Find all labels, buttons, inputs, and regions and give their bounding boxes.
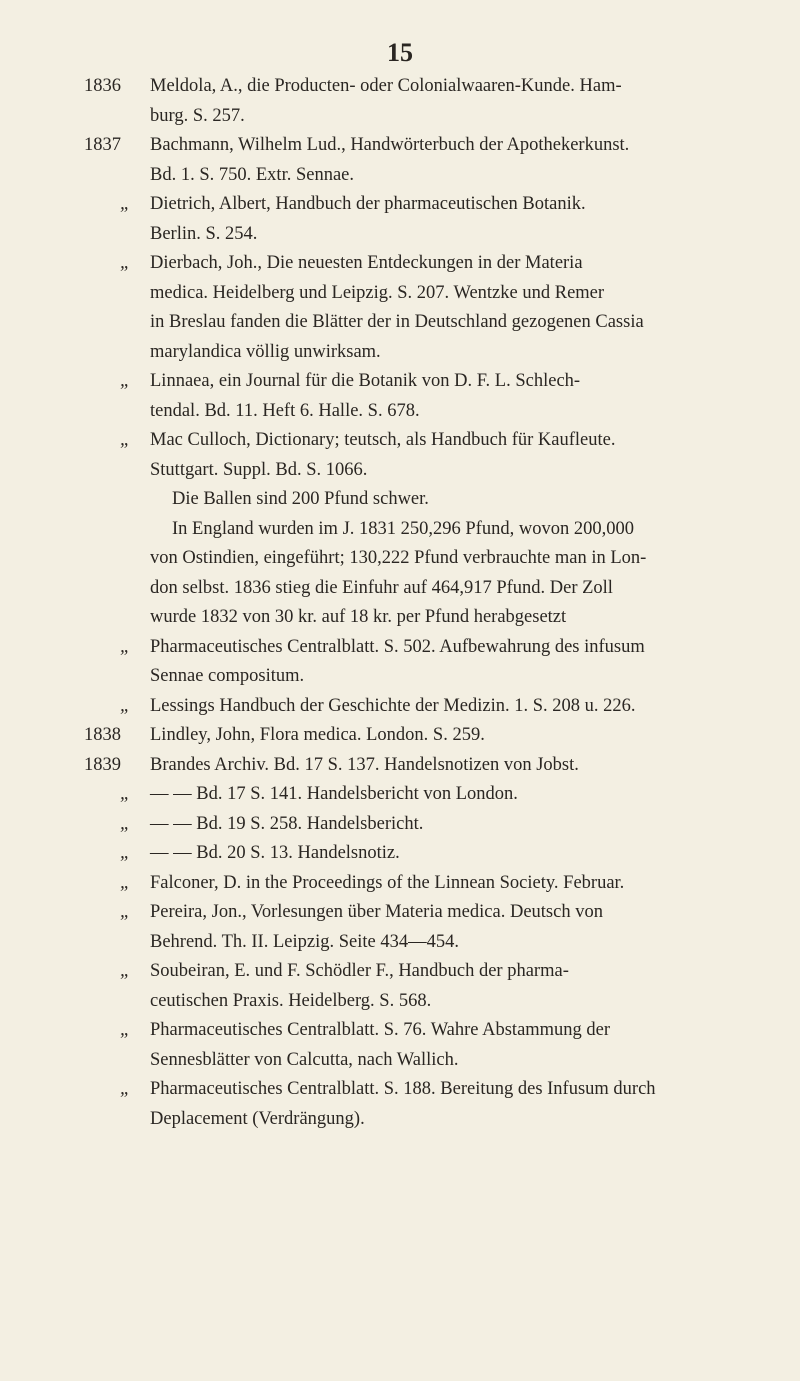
bibliography-entry — [0, 367, 800, 426]
entry-year: 1838 — [84, 725, 121, 745]
entry-year: „ — [120, 1079, 131, 1099]
bibliography-entry — [0, 839, 800, 869]
entry-year: „ — [120, 371, 131, 391]
entry-line: Meldola, A., die Producten- oder Colonialwaaren-Kunde. Ham- — [150, 76, 622, 96]
entry-text — [150, 810, 730, 840]
entry-text — [150, 839, 730, 869]
entry-text — [150, 367, 730, 426]
entry-line: Die Ballen sind 200 Pfund schwer. — [172, 489, 429, 509]
bibliography-entry — [0, 131, 800, 190]
bibliography-entry — [0, 633, 800, 692]
entry-year: „ — [120, 813, 131, 834]
entry-line: Behrend. Th. II. Leipzig. Seite 434—454. — [150, 931, 459, 952]
page-number: 15 — [387, 38, 413, 67]
entry-year: „ — [120, 695, 131, 716]
entry-text — [150, 869, 730, 899]
bibliography-entry — [0, 780, 800, 810]
entry-line: In England wurden im J. 1831 250,296 Pfund, wovon 200,000 — [172, 518, 634, 539]
entry-text — [150, 249, 730, 367]
entry-year: „ — [120, 1020, 131, 1040]
entry-text — [150, 131, 730, 190]
entry-line: Dietrich, Albert, Handbuch der pharmaceutischen Botanik. — [150, 194, 586, 214]
entry-line: Brandes Archiv. Bd. 17 S. 137. Handelsnotizen von Jobst. — [150, 754, 579, 775]
entry-text — [150, 721, 730, 751]
bibliography-entry — [0, 692, 800, 722]
entry-line: tendal. Bd. 11. Heft 6. Halle. S. 678. — [150, 400, 420, 421]
bibliography-entry — [0, 869, 800, 899]
bibliography-entry — [0, 249, 800, 367]
entry-text — [150, 190, 730, 249]
entry-text — [150, 426, 730, 485]
entry-year: 1837 — [84, 135, 121, 155]
entry-line: ceutischen Praxis. Heidelberg. S. 568. — [150, 990, 432, 1011]
entry-line: Pharmaceutisches Centralblatt. S. 76. Wahre Abstammung der — [150, 1020, 611, 1040]
entry-line: Pharmaceutisches Centralblatt. S. 188. Bereitung des Infusum durch — [150, 1079, 656, 1099]
entry-text — [150, 780, 730, 810]
entry-line: Bd. 1. S. 750. Extr. Sennae. — [150, 164, 355, 185]
entry-line: Sennae compositum. — [150, 666, 305, 686]
entry-line: Stuttgart. Suppl. Bd. S. 1066. — [150, 459, 368, 480]
entry-text — [150, 633, 730, 692]
entry-text — [150, 751, 730, 781]
entry-line: — — Bd. 17 S. 141. Handelsbericht von London. — [150, 784, 518, 804]
entry-line: marylandica völlig unwirksam. — [150, 341, 381, 362]
entry-line: Mac Culloch, Dictionary; teutsch, als Handbuch für Kaufleute. — [150, 430, 616, 450]
entry-line: Pereira, Jon., Vorlesungen über Materia medica. Deutsch von — [150, 902, 603, 922]
entry-line: medica. Heidelberg und Leipzig. S. 207. Wentzke und Remer — [150, 282, 605, 303]
entry-line: Falconer, D. in the Proceedings of the Linnean Society. Februar. — [150, 872, 625, 893]
entry-line: — — Bd. 19 S. 258. Handelsbericht. — [150, 813, 424, 834]
entry-line: in Breslau fanden die Blätter der in Deutschland gezogenen Cassia — [150, 312, 644, 332]
bibliography-entry — [0, 1016, 800, 1075]
entry-line: don selbst. 1836 stieg die Einfuhr auf 464,917 Pfund. Der Zoll — [150, 577, 613, 598]
entry-text — [150, 485, 730, 633]
entry-year: „ — [120, 253, 131, 273]
entry-year: 1839 — [84, 754, 121, 775]
entry-line: Linnaea, ein Journal für die Botanik von D. F. L. Schlech- — [150, 371, 581, 391]
entry-year: „ — [120, 843, 131, 863]
entry-text — [150, 898, 730, 957]
entry-line: Deplacement (Verdrängung). — [150, 1108, 365, 1129]
entry-text — [150, 1075, 730, 1134]
bibliography-entry — [0, 810, 800, 840]
entry-line: wurde 1832 von 30 kr. auf 18 kr. per Pfund herabgesetzt — [150, 607, 567, 627]
entry-year: „ — [120, 430, 131, 450]
entry-line: burg. S. 257. — [150, 105, 245, 126]
entry-line: von Ostindien, eingeführt; 130,222 Pfund verbrauchte man in Lon- — [150, 548, 647, 568]
entry-line: Lindley, John, Flora medica. London. S. 259. — [150, 725, 485, 745]
entry-text — [150, 692, 730, 722]
entry-year: „ — [120, 902, 131, 922]
entry-line: Sennesblätter von Calcutta, nach Wallich. — [150, 1049, 459, 1070]
bibliography-entry — [0, 485, 800, 633]
entry-line: — — Bd. 20 S. 13. Handelsnotiz. — [150, 843, 400, 863]
bibliography-list — [0, 72, 800, 1134]
entry-year: 1836 — [84, 76, 121, 96]
entry-line: Pharmaceutisches Centralblatt. S. 502. Aufbewahrung des infusum — [150, 636, 645, 657]
entry-line: Dierbach, Joh., Die neuesten Entdeckungen in der Materia — [150, 253, 583, 273]
bibliography-entry — [0, 721, 800, 751]
entry-year: „ — [120, 194, 131, 214]
entry-line: Lessings Handbuch der Geschichte der Medizin. 1. S. 208 u. 226. — [150, 695, 636, 716]
entry-year: „ — [120, 784, 131, 804]
entry-text — [150, 72, 730, 131]
bibliography-entry — [0, 898, 800, 957]
entry-year: „ — [120, 636, 131, 657]
entry-text — [150, 1016, 730, 1075]
entry-line: Bachmann, Wilhelm Lud., Handwörterbuch der Apothekerkunst. — [150, 135, 630, 155]
bibliography-entry — [0, 1075, 800, 1134]
entry-line: Berlin. S. 254. — [150, 223, 258, 244]
bibliography-entry — [0, 72, 800, 131]
bibliography-entry — [0, 957, 800, 1016]
entry-line: Soubeiran, E. und F. Schödler F., Handbuch der pharma- — [150, 961, 569, 981]
entry-text — [150, 957, 730, 1016]
bibliography-entry — [0, 190, 800, 249]
bibliography-entry — [0, 426, 800, 485]
bibliography-entry — [0, 751, 800, 781]
entry-year: „ — [120, 961, 131, 981]
entry-year: „ — [120, 872, 131, 893]
